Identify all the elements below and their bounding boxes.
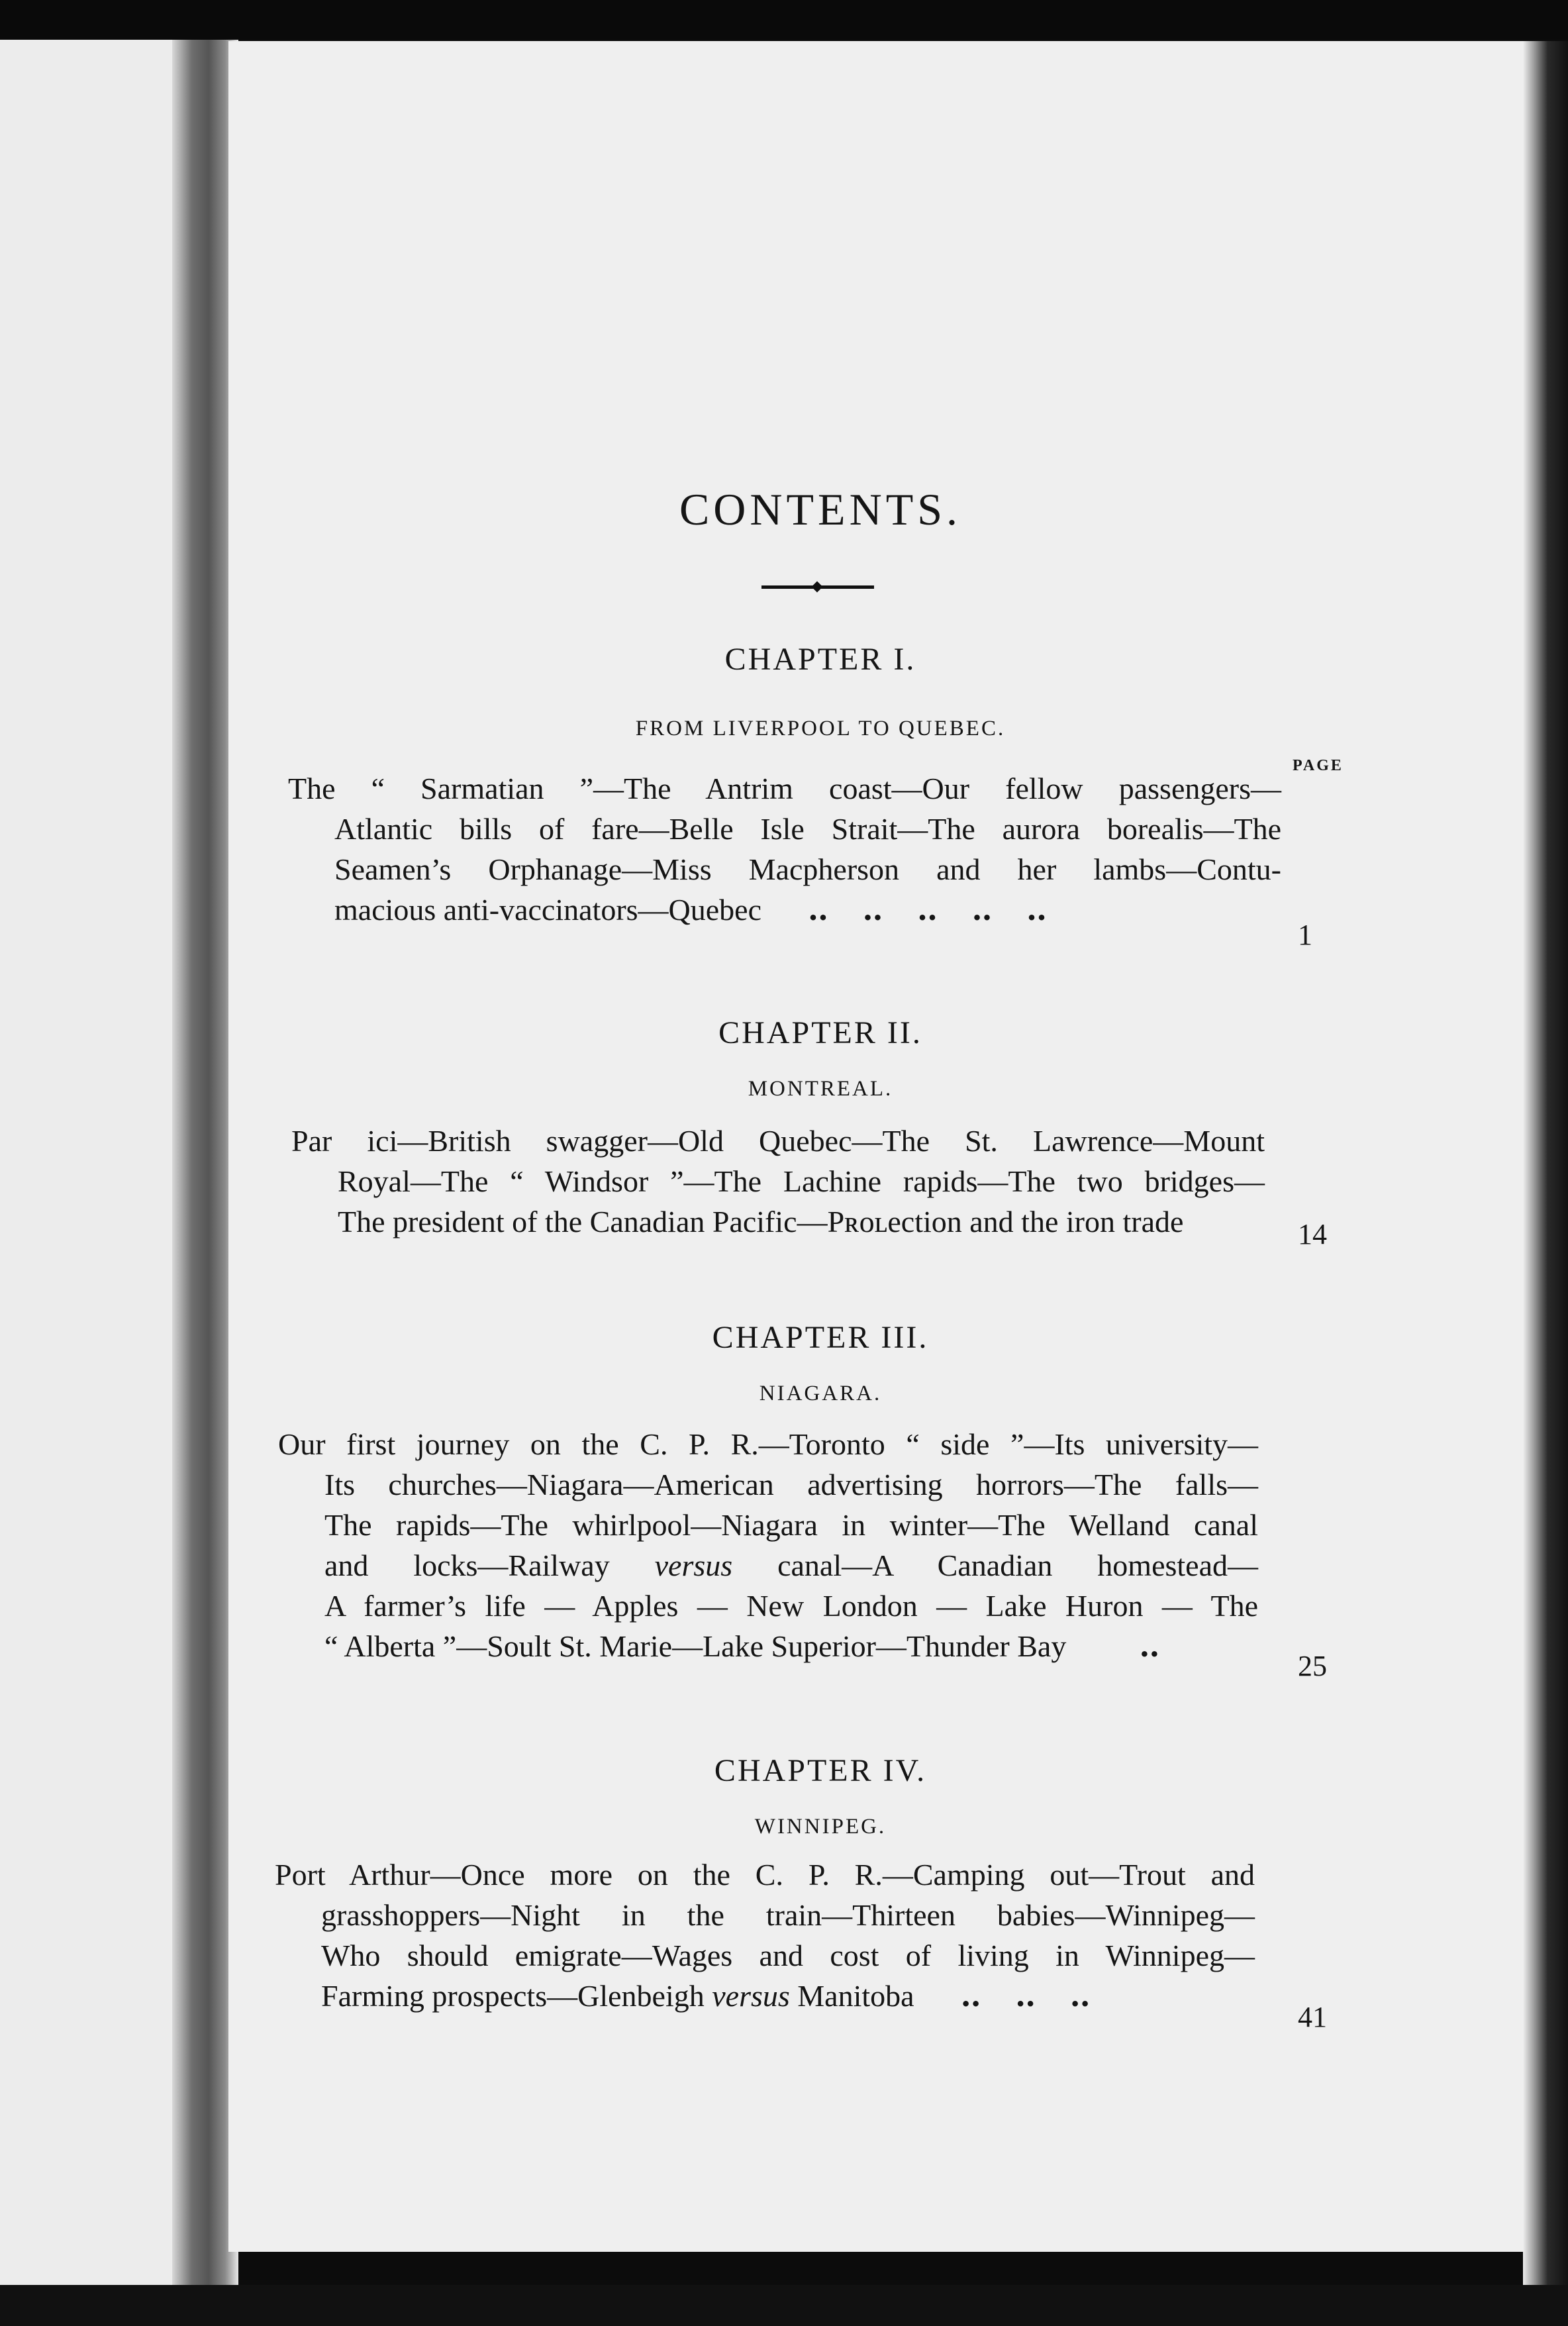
- summary-line: Farming prospects—Glenbeigh versus Manitoba ‥ ‥ ‥: [321, 1979, 1104, 2013]
- page-number: 1: [1298, 919, 1312, 951]
- summary-line: macious anti-vaccinators—Quebec ‥ ‥ ‥ ‥ ‥: [334, 893, 1060, 927]
- page-number: 25: [1298, 1650, 1327, 1682]
- scan-bottom-border: [0, 2285, 1568, 2326]
- chapter-subtitle: MONTREAL.: [748, 1077, 893, 1101]
- title-ornament: [761, 584, 874, 589]
- summary-line: The president of the Canadian Pacific—Pʀᴏʟection and the iron trade: [338, 1205, 1184, 1239]
- summary-line: grasshoppers—Night in the train—Thirteen babies—Winnipeg—: [321, 1898, 1255, 1932]
- chapter-summary: [278, 1424, 1258, 1666]
- summary-line: Our first journey on the C. P. R.—Toronto “ side ”—Its university—: [278, 1427, 1258, 1461]
- summary-line: The rapids—The whirlpool—Niagara in winter—The Welland canal: [324, 1508, 1258, 1542]
- chapter-heading: CHAPTER IV.: [714, 1753, 927, 1788]
- chapter-summary: [288, 768, 1281, 930]
- summary-line: Royal—The “ Windsor ”—The Lachine rapids—The two bridges—: [338, 1164, 1265, 1198]
- page-title: CONTENTS.: [679, 484, 962, 534]
- summary-line: and locks—Railway versus canal—A Canadian homestead—: [324, 1548, 1259, 1582]
- summary-line: Who should emigrate—Wages and cost of living in Winnipeg—: [321, 1939, 1255, 1972]
- summary-line: Seamen’s Orphanage—Miss Macpherson and her lambs—Contu-: [334, 852, 1281, 886]
- page-number: 14: [1298, 1218, 1327, 1250]
- page-column-header: PAGE: [1293, 757, 1344, 774]
- summary-line: Atlantic bills of fare—Belle Isle Strait—The aurora borealis—The: [334, 812, 1281, 846]
- page-number: 41: [1298, 2001, 1327, 2033]
- chapter-heading: CHAPTER II.: [718, 1015, 922, 1050]
- dot-leader: ‥ ‥ ‥ ‥ ‥: [808, 893, 1060, 927]
- summary-line: Its churches—Niagara—American advertising horrors—The falls—: [324, 1468, 1258, 1501]
- chapter-heading: CHAPTER III.: [712, 1320, 929, 1355]
- chapter-summary: [275, 1854, 1255, 2016]
- chapter-subtitle: FROM LIVERPOOL TO QUEBEC.: [635, 717, 1006, 740]
- dot-leader: ‥ ‥ ‥: [960, 1979, 1104, 2013]
- dot-leader: ‥: [1139, 1629, 1173, 1663]
- chapter-subtitle: WINNIPEG.: [754, 1815, 887, 1839]
- summary-line: Par ici—British swagger—Old Quebec—The St. Lawrence—Mount: [291, 1124, 1265, 1158]
- summary-line: Port Arthur—Once more on the C. P. R.—Camping out—Trout and: [275, 1858, 1255, 1892]
- summary-line: “ Alberta ”—Soult St. Marie—Lake Superior—Thunder Bay ‥: [324, 1629, 1173, 1663]
- chapter-summary: [291, 1121, 1265, 1242]
- chapter-heading: CHAPTER I.: [724, 642, 916, 677]
- summary-line: The “ Sarmatian ”—The Antrim coast—Our fellow passengers—: [288, 772, 1281, 805]
- summary-line: A farmer’s life — Apples — New London — Lake Huron — The: [324, 1589, 1258, 1623]
- scan-top-border: [0, 0, 1568, 40]
- chapter-subtitle: NIAGARA.: [759, 1382, 882, 1405]
- page-edge-shadow: [1523, 41, 1568, 2326]
- facing-page: [0, 40, 199, 2318]
